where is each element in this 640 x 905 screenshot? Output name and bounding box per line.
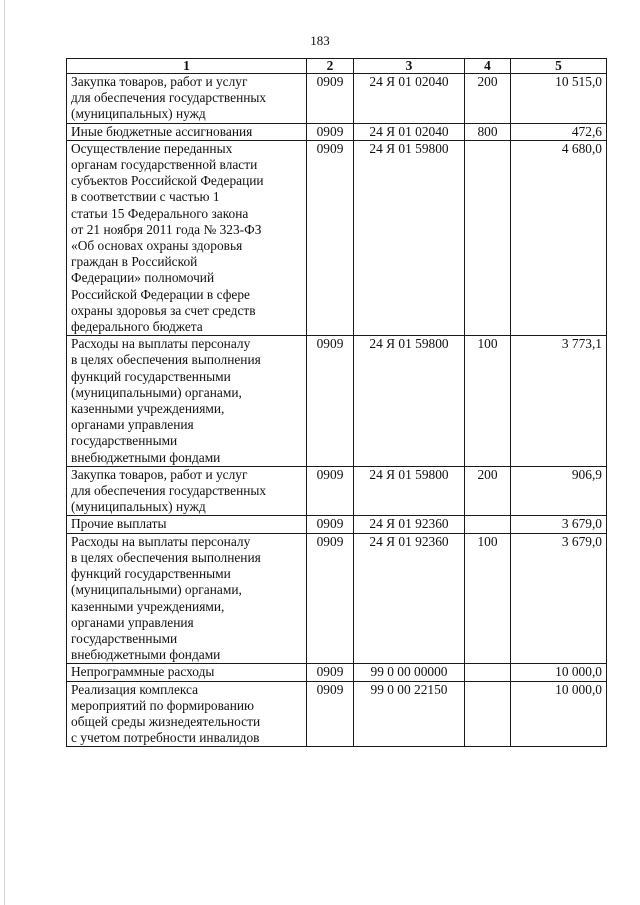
row-sum: 10 000,0 xyxy=(511,664,607,681)
table-row xyxy=(67,74,607,124)
row-name: Осуществление переданных органам государственной власти субъектов Российской Федерации в соответствии с частью 1 статьи 15 Федерального закона от 21 ноября 2011 года № 323-ФЗ «Об основах охраны здоровья граждан в Российской Федерации» полномочий Российской Федерации в сфере охраны здоровья за счет средств федерального бюджета xyxy=(67,140,307,335)
row-sum: 472,6 xyxy=(511,123,607,140)
header-col-2: 2 xyxy=(307,59,354,74)
table-header-row xyxy=(67,59,607,74)
row-section: 0909 xyxy=(307,140,354,335)
row-name: Закупка товаров, работ и услуг для обеспечения государственных (муниципальных) нужд xyxy=(67,74,307,124)
row-name: Прочие выплаты xyxy=(67,516,307,533)
row-expense-type: 200 xyxy=(465,466,511,516)
scan-edge xyxy=(4,0,5,905)
header-col-4: 4 xyxy=(465,59,511,74)
row-target-article: 24 Я 01 59800 xyxy=(354,336,465,467)
row-expense-type xyxy=(465,681,511,747)
row-section: 0909 xyxy=(307,74,354,124)
row-target-article: 24 Я 01 92360 xyxy=(354,533,465,664)
table-row xyxy=(67,516,607,533)
row-name: Иные бюджетные ассигнования xyxy=(67,123,307,140)
row-name: Расходы на выплаты персоналу в целях обеспечения выполнения функций государственными (муниципальными) органами, казенными учреждениями, органами управления государственными внебюджетными фондами xyxy=(67,336,307,467)
row-sum: 3 679,0 xyxy=(511,516,607,533)
row-expense-type xyxy=(465,140,511,335)
row-target-article: 24 Я 01 02040 xyxy=(354,123,465,140)
row-section: 0909 xyxy=(307,533,354,664)
row-expense-type xyxy=(465,516,511,533)
row-expense-type: 800 xyxy=(465,123,511,140)
row-sum: 10 515,0 xyxy=(511,74,607,124)
header-col-1: 1 xyxy=(67,59,307,74)
row-name: Закупка товаров, работ и услуг для обеспечения государственных (муниципальных) нужд xyxy=(67,466,307,516)
row-name: Расходы на выплаты персоналу в целях обеспечения выполнения функций государственными (муниципальными) органами, казенными учреждениями, органами управления государственными внебюджетными фондами xyxy=(67,533,307,664)
row-expense-type: 200 xyxy=(465,74,511,124)
table-row xyxy=(67,336,607,467)
table-row xyxy=(67,466,607,516)
row-expense-type: 100 xyxy=(465,533,511,664)
row-expense-type: 100 xyxy=(465,336,511,467)
table-row xyxy=(67,533,607,664)
row-section: 0909 xyxy=(307,336,354,467)
row-sum: 4 680,0 xyxy=(511,140,607,335)
table-row xyxy=(67,664,607,681)
row-target-article: 24 Я 01 59800 xyxy=(354,140,465,335)
row-section: 0909 xyxy=(307,466,354,516)
budget-table xyxy=(66,58,607,747)
row-section: 0909 xyxy=(307,516,354,533)
table-row xyxy=(67,681,607,747)
row-sum: 3 679,0 xyxy=(511,533,607,664)
row-target-article: 24 Я 01 59800 xyxy=(354,466,465,516)
row-target-article: 24 Я 01 02040 xyxy=(354,74,465,124)
row-target-article: 99 0 00 22150 xyxy=(354,681,465,747)
row-target-article: 99 0 00 00000 xyxy=(354,664,465,681)
row-target-article: 24 Я 01 92360 xyxy=(354,516,465,533)
row-expense-type xyxy=(465,664,511,681)
row-name: Реализация комплекса мероприятий по формированию общей среды жизнедеятельности с учетом потребности инвалидов xyxy=(67,681,307,747)
table-row xyxy=(67,140,607,335)
row-section: 0909 xyxy=(307,123,354,140)
row-sum: 906,9 xyxy=(511,466,607,516)
row-sum: 3 773,1 xyxy=(511,336,607,467)
row-section: 0909 xyxy=(307,681,354,747)
row-name: Непрограммные расходы xyxy=(67,664,307,681)
row-section: 0909 xyxy=(307,664,354,681)
row-sum: 10 000,0 xyxy=(511,681,607,747)
page-number: 183 xyxy=(310,33,330,48)
header-col-3: 3 xyxy=(354,59,465,74)
table-row xyxy=(67,123,607,140)
header-col-5: 5 xyxy=(511,59,607,74)
